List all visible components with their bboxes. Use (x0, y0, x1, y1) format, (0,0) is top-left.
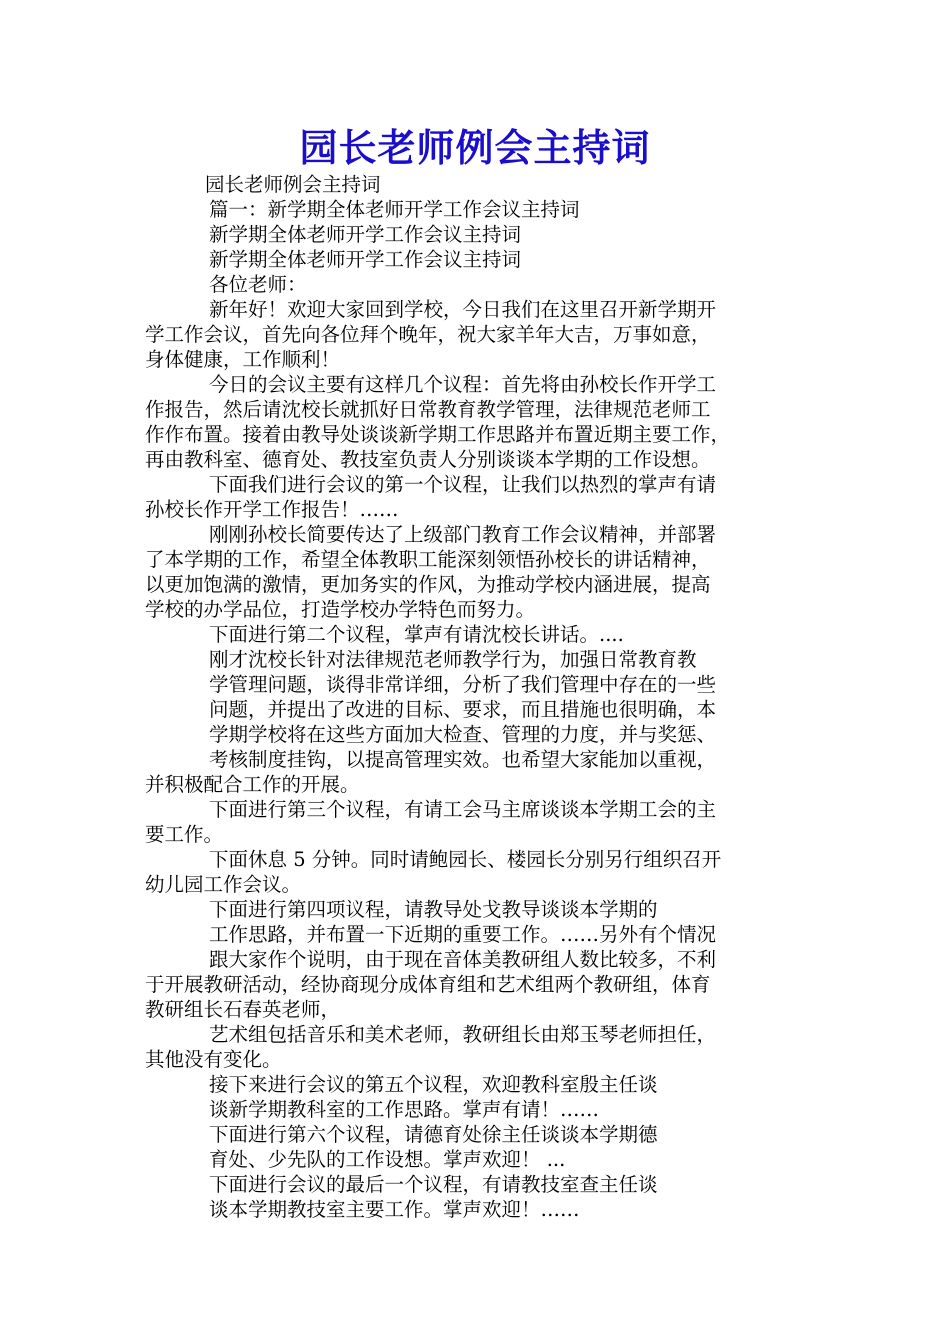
body-line: 艺术组包括音乐和美术老师，教研组长由郑玉琴老师担任， (209, 1023, 717, 1046)
body-line: 幼儿园工作会议。 (145, 873, 302, 896)
body-line: 孙校长作开学工作报告！…… (145, 498, 399, 521)
body-line: 下面进行第四项议程，请教导处戈教导谈谈本学期的 (209, 898, 658, 921)
body-line: 作作布置。接着由教导处谈谈新学期工作思路并布置近期主要工作， (145, 423, 731, 446)
body-line: 谈本学期教技室主要工作。掌声欢迎！…… (209, 1198, 580, 1221)
body-line: 于开展教研活动，经协商现分成体育组和艺术组两个教研组，体育 (145, 973, 711, 996)
body-line: 谈新学期教科室的工作思路。掌声有请！…… (209, 1098, 600, 1121)
body-line: 学校的办学品位，打造学校办学特色而努力。 (145, 598, 536, 621)
document-title: 园长老师例会主持词 (299, 125, 651, 170)
body-line: 下面进行会议的最后一个议程，有请教技室查主任谈 (209, 1173, 658, 1196)
body-line: 育处、少先队的工作设想。掌声欢迎！ ... (209, 1148, 566, 1171)
body-line: 工作思路，并布置一下近期的重要工作。……另外有个情况 (209, 923, 717, 946)
body-line: 身体健康，工作顺利！ (145, 348, 341, 371)
body-line: 考核制度挂钩，以提高管理实效。也希望大家能加以重视， (209, 748, 717, 771)
body-line: 并积极配合工作的开展。 (145, 773, 360, 796)
body-line: 新学期全体老师开学工作会议主持词 (209, 248, 522, 271)
body-line: 园长老师例会主持词 (205, 173, 381, 196)
body-line: 作报告，然后请沈校长就抓好日常教育教学管理，法律规范老师工 (145, 398, 711, 421)
document-body (145, 172, 825, 1222)
body-line: 学管理问题，谈得非常详细，分析了我们管理中存在的一些 (209, 673, 717, 696)
body-line: 篇一：新学期全体老师开学工作会议主持词 (209, 198, 580, 221)
body-line: 跟大家作个说明，由于现在音体美教研组人数比较多，不利 (209, 948, 717, 971)
body-line: 新年好！欢迎大家回到学校，今日我们在这里召开新学期开 (209, 298, 717, 321)
body-line: 下面休息 5 分钟。同时请鲍园长、楼园长分别另行组织召开 (209, 848, 722, 871)
body-line: 教研组长石春英老师， (145, 998, 341, 1021)
body-line: 下面我们进行会议的第一个议程，让我们以热烈的掌声有请 (209, 473, 717, 496)
body-line: 要工作。 (145, 823, 224, 846)
body-line: 以更加饱满的激情，更加务实的作风，为推动学校内涵进展，提高 (145, 573, 711, 596)
body-line: 接下来进行会议的第五个议程，欢迎教科室殷主任谈 (209, 1073, 658, 1096)
body-line: 刚才沈校长针对法律规范老师教学行为，加强日常教育教 (209, 648, 697, 671)
body-line: 其他没有变化。 (145, 1048, 282, 1071)
body-line: 各位老师： (209, 273, 307, 296)
body-line: 问题，并提出了改进的目标、要求，而且措施也很明确，本 (209, 698, 717, 721)
body-line: 了本学期的工作，希望全体教职工能深刻领悟孙校长的讲话精神， (145, 548, 711, 571)
body-line: 今日的会议主要有这样几个议程：首先将由孙校长作开学工 (209, 373, 717, 396)
body-line: 学期学校将在这些方面加大检查、管理的力度，并与奖惩、 (209, 723, 717, 746)
body-line: 新学期全体老师开学工作会议主持词 (209, 223, 522, 246)
body-line: 刚刚孙校长简要传达了上级部门教育工作会议精神，并部署 (209, 523, 717, 546)
body-line: 学工作会议，首先向各位拜个晚年，祝大家羊年大吉，万事如意， (145, 323, 711, 346)
body-line: 下面进行第六个议程，请德育处徐主任谈谈本学期德 (209, 1123, 658, 1146)
body-line: 下面进行第三个议程，有请工会马主席谈谈本学期工会的主 (209, 798, 717, 821)
body-line: 下面进行第二个议程，掌声有请沈校长讲话。.... (209, 623, 624, 646)
body-line: 再由教科室、德育处、教技室负责人分别谈谈本学期的工作设想。 (145, 448, 711, 471)
